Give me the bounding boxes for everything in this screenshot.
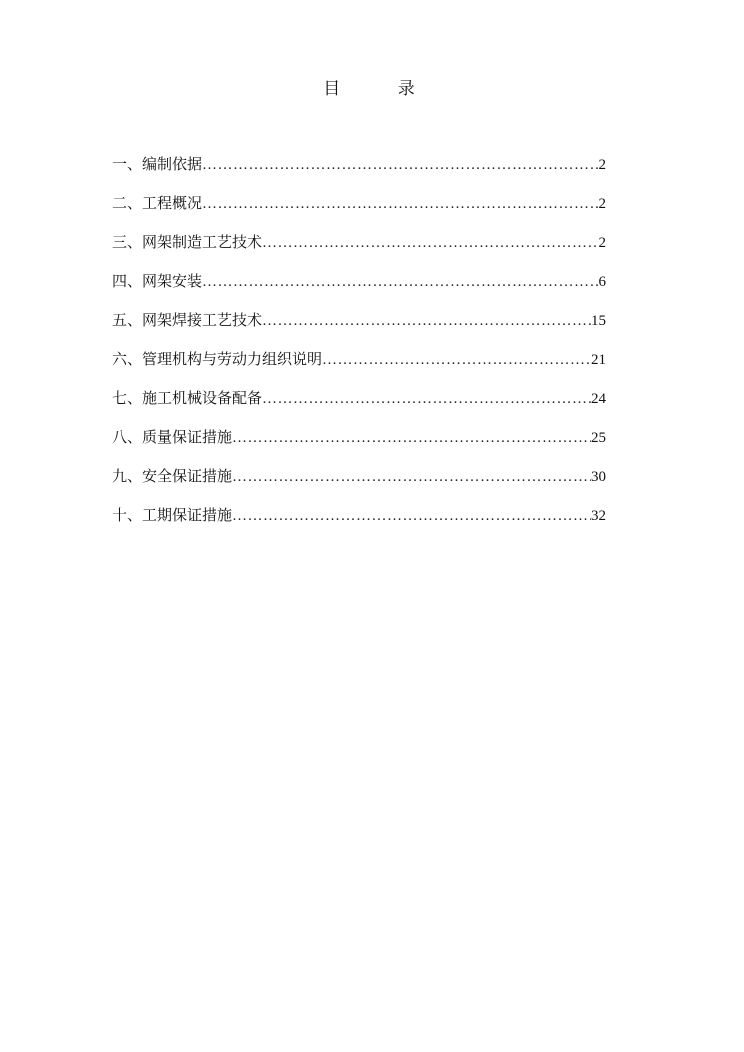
toc-entry-label: 二、工程概况 — [112, 194, 203, 212]
toc-dot-leader — [322, 346, 591, 374]
toc-entry-page: 2 — [598, 235, 606, 251]
toc-dot-leader — [202, 190, 598, 218]
toc-list — [112, 150, 606, 540]
toc-entry-label: 七、施工机械设备配备 — [112, 389, 263, 407]
toc-entry-label: 十、工期保证措施 — [112, 506, 233, 524]
toc-entry[interactable] — [112, 501, 606, 540]
toc-entry[interactable] — [112, 462, 606, 501]
toc-entry-label: 一、编制依据 — [112, 155, 203, 173]
toc-entry-page: 15 — [591, 313, 606, 329]
toc-entry-page: 2 — [598, 157, 606, 173]
toc-entry-label: 九、安全保证措施 — [112, 467, 233, 485]
toc-entry-page: 25 — [591, 430, 606, 446]
toc-entry[interactable] — [112, 150, 606, 189]
toc-entry[interactable] — [112, 306, 606, 345]
toc-entry-label: 六、管理机构与劳动力组织说明 — [112, 350, 323, 368]
toc-dot-leader — [202, 151, 598, 179]
toc-entry-page: 2 — [598, 196, 606, 212]
toc-dot-leader — [232, 463, 591, 491]
toc-entry-label: 五、网架焊接工艺技术 — [112, 311, 263, 329]
toc-dot-leader — [232, 502, 591, 530]
toc-entry[interactable] — [112, 189, 606, 228]
toc-entry-label: 八、质量保证措施 — [112, 428, 233, 446]
toc-dot-leader — [262, 385, 591, 413]
toc-dot-leader — [202, 268, 598, 296]
toc-dot-leader — [262, 307, 591, 335]
toc-entry-page: 21 — [591, 352, 606, 368]
toc-dot-leader — [262, 229, 598, 257]
toc-entry[interactable] — [112, 384, 606, 423]
toc-entry-page: 6 — [598, 274, 606, 290]
toc-entry[interactable] — [112, 345, 606, 384]
toc-title: 目 录 — [323, 79, 441, 99]
toc-entry-page: 24 — [591, 391, 606, 407]
toc-entry-label: 三、网架制造工艺技术 — [112, 233, 263, 251]
toc-dot-leader — [232, 424, 591, 452]
toc-entry[interactable] — [112, 423, 606, 462]
toc-entry-page: 32 — [591, 508, 606, 524]
toc-entry[interactable] — [112, 228, 606, 267]
toc-entry[interactable] — [112, 267, 606, 306]
toc-entry-label: 四、网架安装 — [112, 272, 203, 290]
toc-entry-page: 30 — [591, 469, 606, 485]
